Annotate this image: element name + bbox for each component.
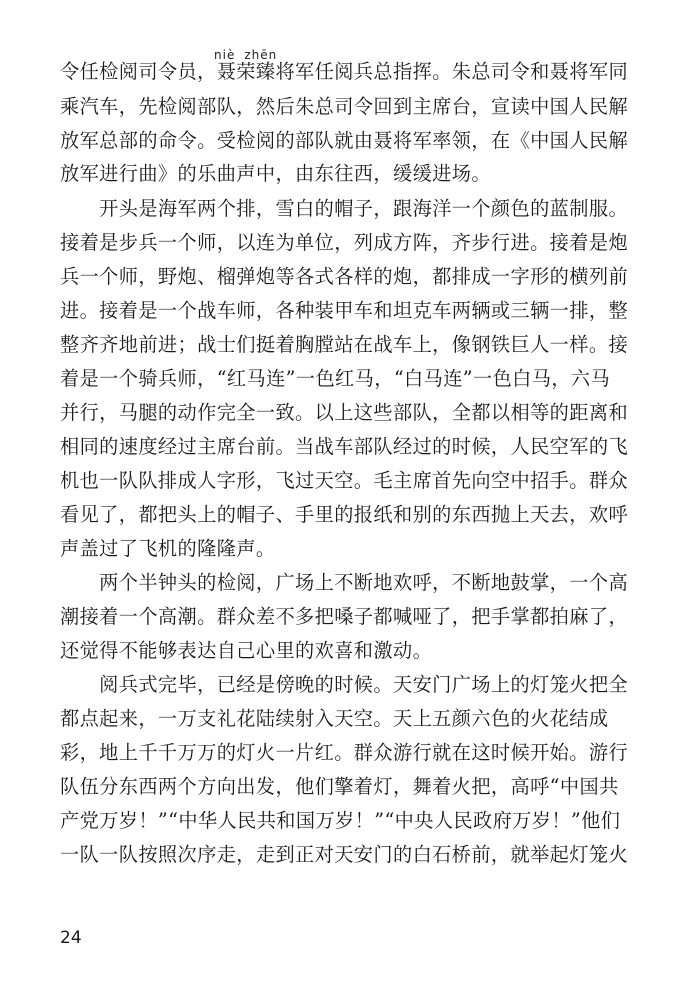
- text-line: 阅兵式完毕，已经是傍晚的时候。天安门广场上的灯笼火把全: [60, 673, 629, 696]
- text-line: 开头是海军两个排，雪白的帽子，跟海洋一个颜色的蓝制服。: [60, 197, 629, 220]
- pinyin-zhen: zhēn: [244, 48, 278, 62]
- text-line: 放军总部的命令。受检阅的部队就由聂将军率领，在《中国人民解: [60, 129, 629, 152]
- text-line: 都点起来，一万支礼花陆续射入天空。天上五颜六色的火花结成: [60, 707, 609, 730]
- text-line: 相同的速度经过主席台前。当战车部队经过的时候，人民空军的飞: [60, 435, 629, 458]
- text-line: 令任检阅司令员，聂荣臻将军任阅兵总指挥。朱总司令和聂将军同: [60, 60, 629, 83]
- text-line: 还觉得不能够表达自己心里的欢喜和激动。: [60, 639, 433, 662]
- text-line: 着是一个骑兵师，“红马连”一色红马，“白马连”一色白马，六马: [60, 367, 611, 390]
- text-line: 声盖过了飞机的隆隆声。: [60, 537, 276, 560]
- pinyin-nie: niè: [214, 48, 236, 62]
- text-line: 队伍分东西两个方向出发，他们擎着灯，舞着火把，高呼“中国共: [60, 775, 619, 798]
- text-line: 潮接着一个高潮。群众差不多把嗓子都喊哑了，把手掌都拍麻了，: [60, 605, 629, 628]
- text-line: 进。接着是一个战车师，各种装甲车和坦克车两辆或三辆一排，整: [60, 299, 629, 322]
- text-line: 看见了，都把头上的帽子、手里的报纸和别的东西抛上天去，欢呼: [60, 503, 629, 526]
- text-line: 接着是步兵一个师，以连为单位，列成方阵，齐步行进。接着是炮: [60, 231, 629, 254]
- text-line: 一队一队按照次序走，走到正对天安门的白石桥前，就举起灯笼火: [60, 843, 629, 866]
- page-number: 24: [60, 928, 82, 948]
- text-line: 产党万岁！”“中华人民共和国万岁！”“中央人民政府万岁！”他们: [60, 809, 621, 832]
- text-line: 放军进行曲》的乐曲声中，由东往西，缓缓进场。: [60, 162, 491, 185]
- text-line: 兵一个师，野炮、榴弹炮等各式各样的炮，都排成一字形的横列前: [60, 265, 629, 288]
- text-line: 机也一队队排成人字形，飞过天空。毛主席首先向空中招手。群众: [60, 469, 629, 492]
- text-line: 整齐齐地前进；战士们挺着胸膛站在战车上，像钢铁巨人一样。接: [60, 333, 629, 356]
- text-line: 乘汽车，先检阅部队，然后朱总司令回到主席台，宣读中国人民解: [60, 95, 629, 118]
- text-line: 彩，地上千千万万的灯火一片红。群众游行就在这时候开始。游行: [60, 741, 629, 764]
- text-line: 并行，马腿的动作完全一致。以上这些部队，全都以相等的距离和: [60, 401, 629, 424]
- text-line: 两个半钟头的检阅，广场上不断地欢呼，不断地鼓掌，一个高: [60, 571, 629, 594]
